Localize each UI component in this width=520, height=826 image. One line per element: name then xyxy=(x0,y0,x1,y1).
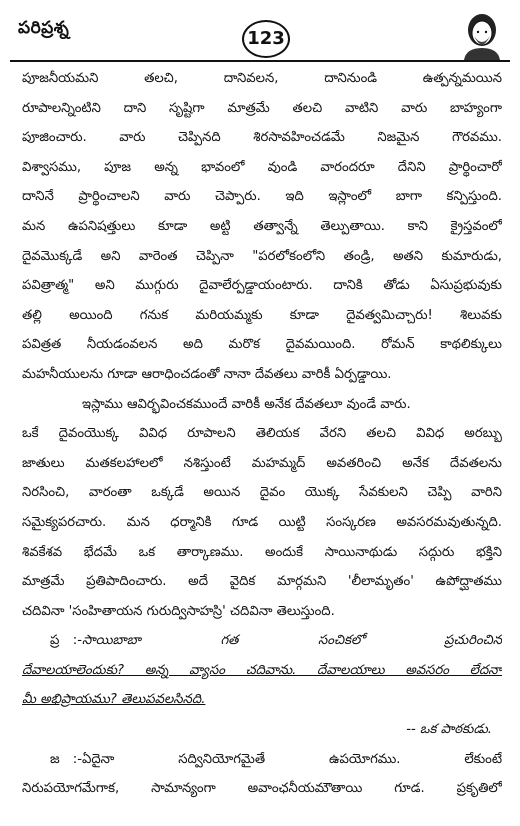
article-body xyxy=(22,64,502,804)
text-line: విశ్వాసము, పూజ అన్న భావంలో వుండి వారందరూ దేనిని ప్రార్థించారో xyxy=(22,159,502,175)
text-line: ఇస్లాము ఆవిర్భవించకముందే వారికీ అనేక దేవతలూ వుండే వారు. xyxy=(82,396,411,412)
page-number: 123 xyxy=(242,20,290,58)
text-line: పవిత్రత నీయడంవలన అది మరొక దైవమయింది. రోమన్ కాథలిక్కులు xyxy=(22,337,502,353)
text-line: పూజనీయమని తలచి, దానివలన, దానినుండి ఉత్పన్నమయిన xyxy=(22,71,502,86)
magazine-title: పరిప్రశ్న xyxy=(18,18,70,38)
answer-line-2: నిరుపయోగమేగాక, సామాన్యంగా అవాంఛనీయమౌతాయి గూడ. ప్రకృతిలో xyxy=(22,781,502,797)
page-header xyxy=(0,0,520,64)
text-line: సమైక్యపరచారు. మన ధర్మానికి గూడ యిట్టి సంస్కరణ అవసరమవుతున్నది. xyxy=(22,514,502,530)
text-line: ఒకే దైవంయొక్క వివిధ రూపాలని తెలియక వేరని తలచి వివిధ అరబ్బు xyxy=(22,426,502,442)
text-line: దానినే ప్రార్థించాలని వారు చెప్పారు. ఇది ఇస్లాంలో బాగా కన్పిస్తుంది. xyxy=(22,189,502,205)
text-line: మన ఉపనిషత్తులు కూడా అట్టి తత్వాన్నే తెల్పుతాయి. కాని క్రైస్తవంలో xyxy=(22,218,502,234)
question-line-3: మీ అభిప్రాయము? తెలుపవలసినది. xyxy=(22,692,206,708)
text-line: తల్లి అయింది గనుక మరియమ్మకు కూడా దైవత్వమిచ్చారు! శిలువకు xyxy=(22,307,502,323)
answer-line-1 xyxy=(22,745,502,775)
text-line: మాత్రమే ప్రతిపాదించారు. అదే వైదిక మార్గమని 'లీలామృతం' ఉపోద్ఘాతము xyxy=(22,574,502,590)
question-line-2: దేవాలయాలెందుకు? అన్న వ్యాసం చదివాను. దేవాలయాలు అవసరం లేదనా xyxy=(22,662,502,678)
answer-label: జ :- xyxy=(50,751,82,767)
text-line: జాతులు మతకలహాలలో నశిస్తుంటే మహమ్మద్ అవతరించి అనేక దేవతలను xyxy=(22,455,502,471)
question-line-1 xyxy=(22,626,502,656)
answer-text: ఏదైనా సద్వినియోగమైతే ఉపయోగము. లేకుంటే xyxy=(82,751,502,767)
text-line: రూపాలన్నింటిని దాని సృష్టిగా మాత్రమే తలచి వాటిని వారు బాహ్యంగా xyxy=(22,100,502,116)
text-line: చదివినా 'సంహితాయన గురుద్విసాహస్రి' చదివినా తెలుస్తుంది. xyxy=(22,603,335,619)
text-line: నిరసించి, వారంతా ఒక్కడే అయిన దైవం యొక్క సేవకులని చెప్పి వారిని xyxy=(22,485,502,501)
text-line: శివకేశవ భేదమే ఒక తార్కాణము. అందుకే సాయినాథుడు సద్గురు భక్తిని xyxy=(22,544,502,560)
text-line: దైవమొక్కడే అని వారెంత చెప్పినా "పరలోకంలోని తండ్రి, అతని కుమారుడు, xyxy=(22,248,502,264)
question-text: సాయిబాబా గత సంచికలో ప్రచురించిన xyxy=(82,633,502,649)
text-line: పూజించారు. వారు చెప్పినది శిరసావహించడమే నిజమైన గౌరవము. xyxy=(22,130,502,146)
question-label: ప్ర :- xyxy=(50,633,82,649)
text-line: మహనీయులను గూడా ఆరాధించడంతో నానా దేవతలు వారికీ ఏర్పడ్డాయి. xyxy=(22,366,392,382)
question-signature: -- ఒక పాఠకుడు. xyxy=(406,722,492,738)
text-line: పవిత్రాత్మ" అని ముగ్గురు దైవాలేర్పడ్డాయంటారు. దానికి తోడు ఏసుప్రభువుకు xyxy=(22,278,502,294)
author-portrait-icon xyxy=(456,8,508,60)
header-divider xyxy=(10,60,510,62)
